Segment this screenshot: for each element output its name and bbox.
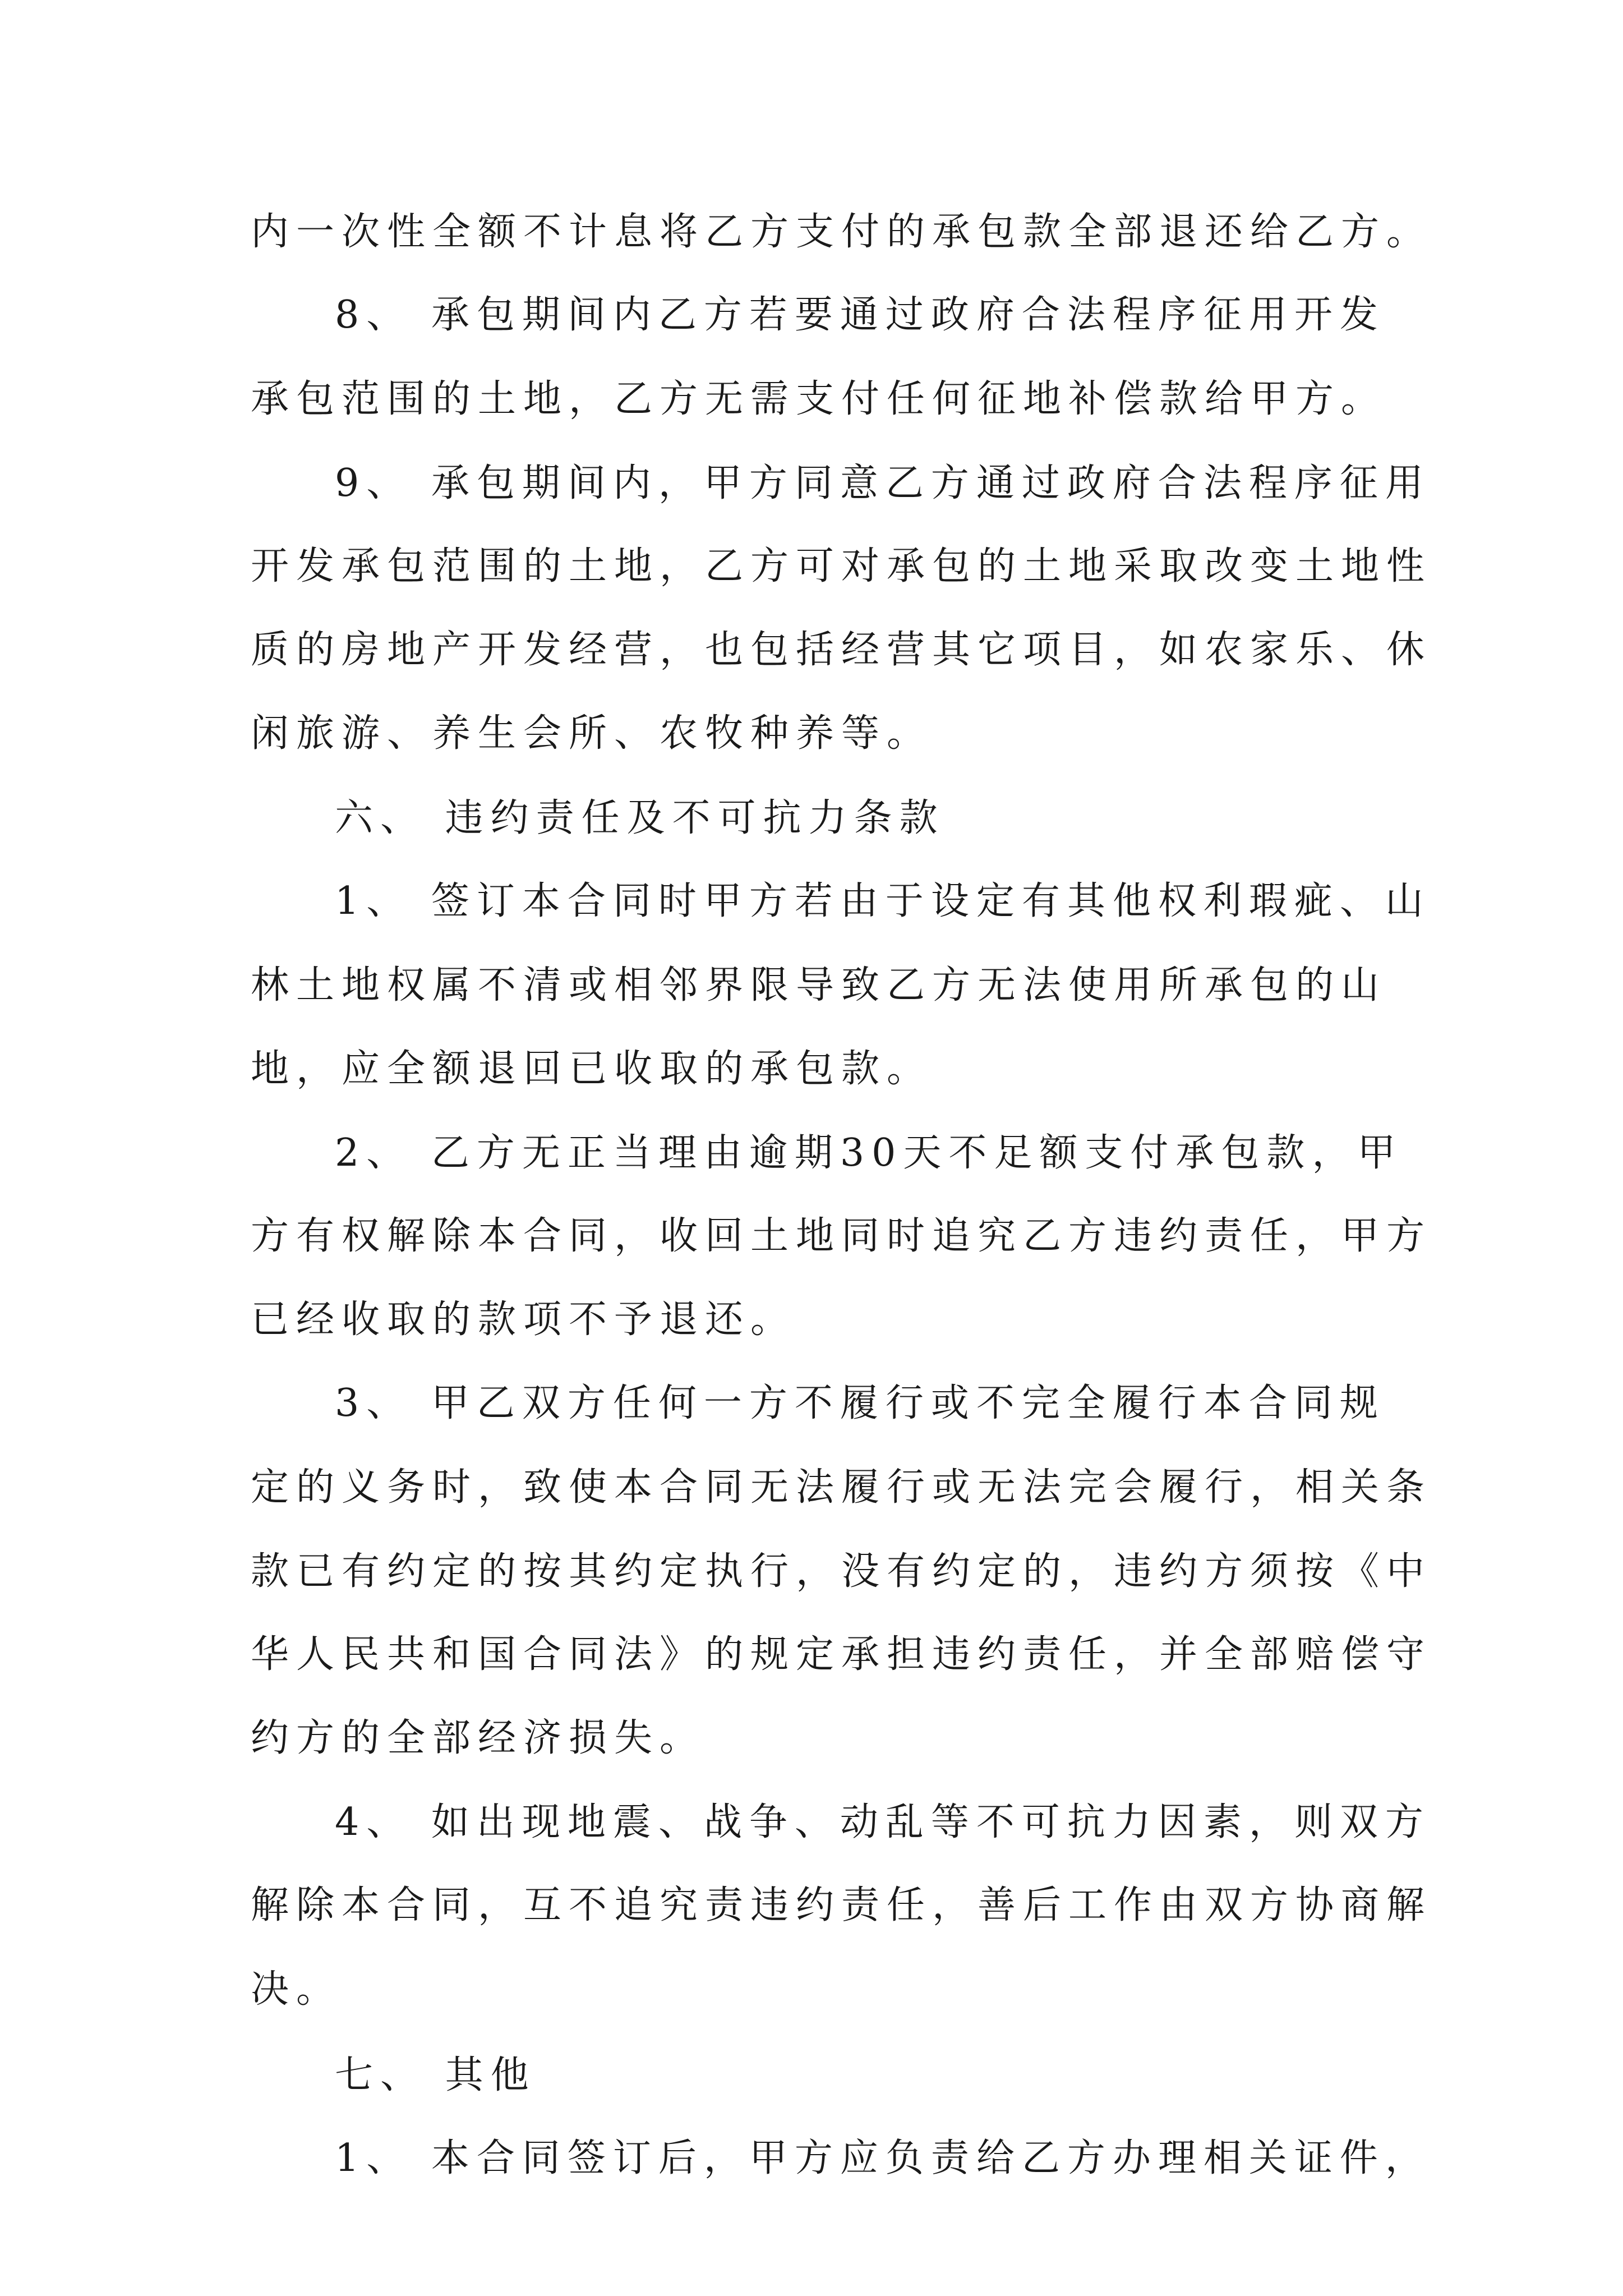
section-heading-seven: 七、 其他 xyxy=(335,2053,536,2097)
contract-line-16: 定的义务时，致使本合同无法履行或无法完会履行，相关条 xyxy=(251,1465,1432,1510)
contract-line-6: 质的房地产开发经营，也包括经营其它项目，如农家乐、休 xyxy=(251,628,1432,672)
contract-line-11: 地，应全额退回已收取的承包款。 xyxy=(251,1047,933,1091)
contract-line-21: 解除本合同，互不追究责违约责任，善后工作由双方协商解 xyxy=(251,1883,1432,1927)
contract-line-2: 8、 承包期间内乙方若要通过政府合法程序征用开发 xyxy=(335,293,1385,337)
contract-line-14: 已经收取的款项不予退还。 xyxy=(251,1297,796,1342)
contract-line-3: 承包范围的土地，乙方无需支付任何征地补偿款给甲方。 xyxy=(251,377,1387,421)
contract-line-5: 开发承包范围的土地，乙方可对承包的土地采取改变土地性 xyxy=(251,544,1432,588)
contract-line-17: 款已有约定的按其约定执行，没有约定的，违约方须按《中 xyxy=(251,1549,1432,1594)
contract-line-18: 华人民共和国合同法》的规定承担违约责任，并全部赔偿守 xyxy=(251,1632,1432,1677)
contract-line-12: 2、 乙方无正当理由逾期30天不足额支付承包款，甲 xyxy=(335,1131,1403,1175)
contract-line-24: 1、 本合同签订后，甲方应负责给乙方办理相关证件， xyxy=(335,2136,1431,2180)
section-heading-six: 六、 违约责任及不可抗力条款 xyxy=(335,796,945,840)
contract-line-4: 9、 承包期间内，甲方同意乙方通过政府合法程序征用 xyxy=(335,461,1431,505)
contract-line-15: 3、 甲乙双方任何一方不履行或不完全履行本合同规 xyxy=(335,1381,1385,1425)
contract-line-10: 林土地权属不清或相邻界限导致乙方无法使用所承包的山 xyxy=(251,963,1387,1007)
contract-line-9: 1、 签订本合同时甲方若由于设定有其他权利瑕疵、山 xyxy=(335,879,1431,923)
contract-line-22: 决。 xyxy=(251,1967,342,2012)
contract-line-19: 约方的全部经济损失。 xyxy=(251,1716,706,1760)
contract-line-7: 闲旅游、养生会所、农牧种养等。 xyxy=(251,711,933,756)
contract-line-20: 4、 如出现地震、战争、动乱等不可抗力因素，则双方 xyxy=(335,1800,1431,1844)
contract-line-1: 内一次性全额不计息将乙方支付的承包款全部退还给乙方。 xyxy=(251,210,1432,254)
contract-line-13: 方有权解除本合同，收回土地同时追究乙方违约责任，甲方 xyxy=(251,1214,1432,1258)
